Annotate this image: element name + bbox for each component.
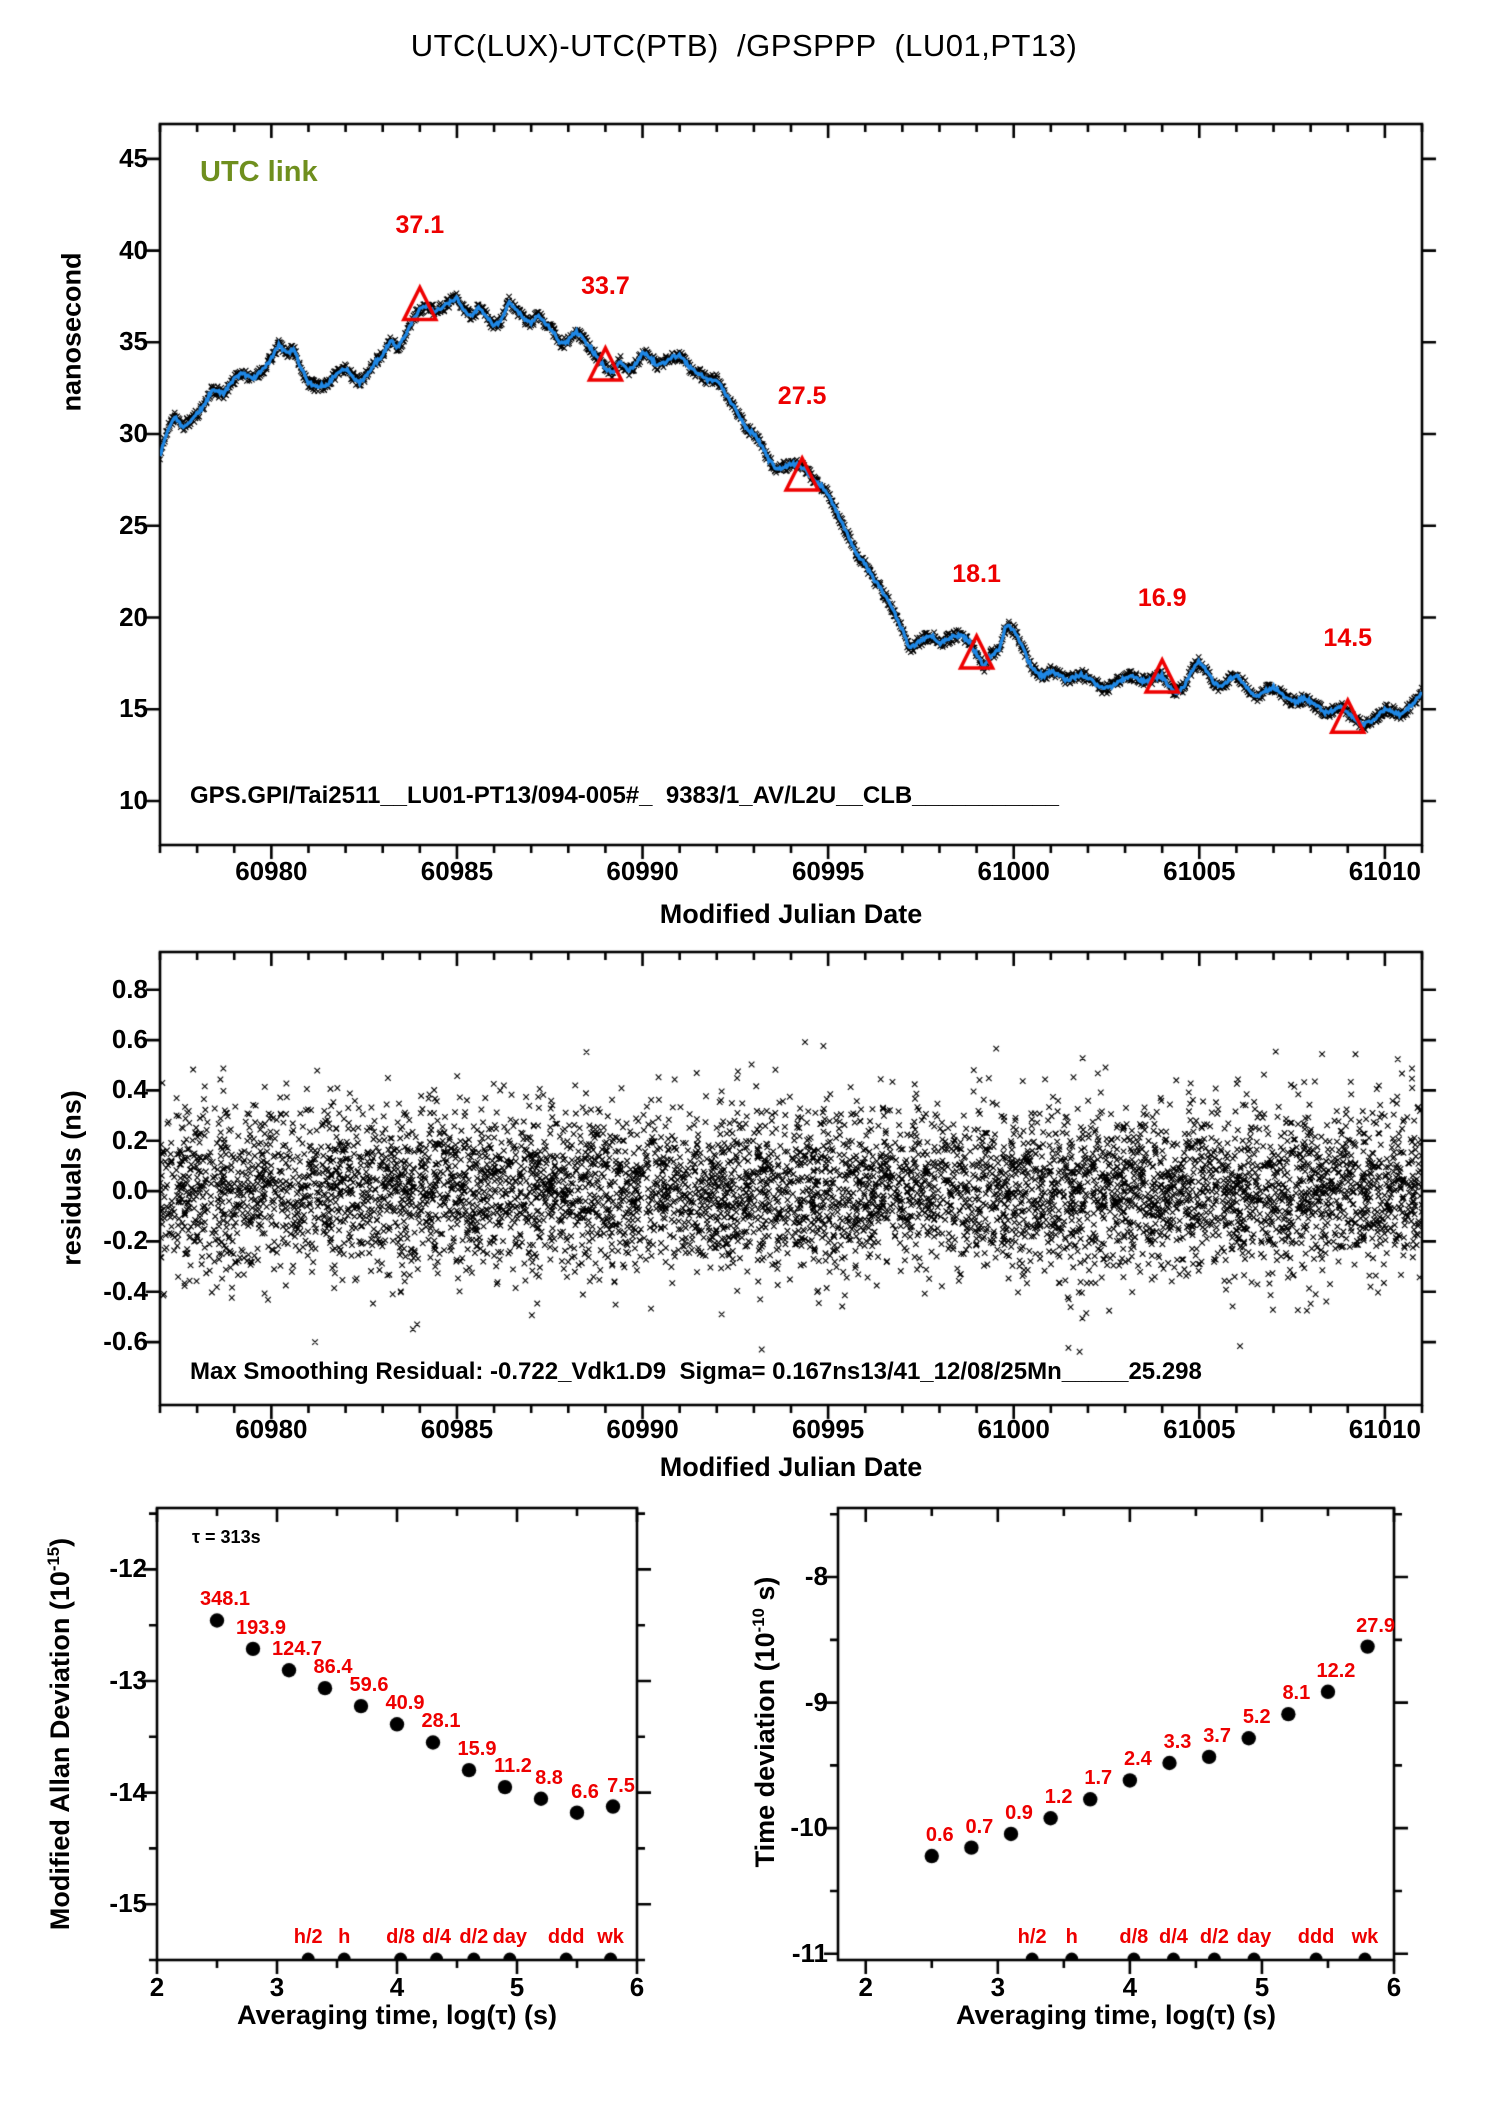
top-y-tick-label: 30 xyxy=(119,418,148,449)
page-title: UTC(LUX)-UTC(PTB) /GPSPPP (LU01,PT13) xyxy=(410,28,1078,63)
tdev-ylabel-post: s) xyxy=(750,1576,780,1609)
modified-allan-deviation-point-label: 11.2 xyxy=(494,1755,532,1778)
residuals-footer: Max Smoothing Residual: -0.722_Vdk1.D9 Sigma= 0.167ns13/41_12/08/25Mn_____25.298 xyxy=(190,1358,1202,1385)
modified-allan-deviation-point-label: 15.9 xyxy=(457,1738,497,1761)
time-deviation-x-tick-label: 3 xyxy=(990,1972,1006,2002)
time-deviation-point-label: 2.4 xyxy=(1123,1748,1152,1771)
top-x-tick-label: 61000 xyxy=(977,856,1050,886)
time-mark-label: day xyxy=(492,1926,528,1948)
top-x-tick-label: 60985 xyxy=(420,856,494,886)
time-deviation-point-label: 0.9 xyxy=(1005,1801,1033,1824)
modified-allan-deviation-x-tick-label: 4 xyxy=(389,1972,405,2002)
residuals-y-tick-label: 0.6 xyxy=(111,1024,148,1055)
time-mark-label: wk xyxy=(1351,1926,1379,1948)
time-mark-label: h/2 xyxy=(293,1926,323,1948)
modified-allan-deviation-point-label: 124.7 xyxy=(271,1638,323,1661)
residuals-x-axis-label: Modified Julian Date xyxy=(659,1452,923,1482)
modified-allan-deviation-point-label: 86.4 xyxy=(313,1656,353,1679)
top-y-tick-label: 40 xyxy=(119,234,148,265)
modified-allan-deviation-point-label: 28.1 xyxy=(421,1710,461,1733)
time-mark-label: d/8 xyxy=(386,1926,416,1948)
time-mark-label: wk xyxy=(597,1926,624,1948)
modified-allan-deviation-point-label: 6.6 xyxy=(571,1780,599,1803)
top-x-axis-label: Modified Julian Date xyxy=(659,899,923,929)
top-y-tick-label: 10 xyxy=(119,784,148,815)
time-deviation-y-tick-label: -9 xyxy=(804,1686,828,1717)
top-y-tick-label: 20 xyxy=(119,601,148,632)
time-deviation-x-tick-label: 4 xyxy=(1122,1972,1138,2002)
residuals-y-tick-label: 0.0 xyxy=(111,1175,148,1206)
tdev-x-axis-label: Averaging time, log(τ) (s) xyxy=(955,2000,1277,2030)
tdev-ylabel-pre: Time deviation (10 xyxy=(750,1632,780,1868)
modified-allan-deviation-point-label: 40.9 xyxy=(385,1692,425,1715)
time-deviation-x-tick-label: 2 xyxy=(858,1972,873,2002)
time-deviation-point-label: 0.6 xyxy=(925,1824,954,1847)
mdev-ylabel-post: ) xyxy=(45,1537,75,1547)
time-mark-label: d/8 xyxy=(1119,1926,1149,1948)
time-mark-label: h/2 xyxy=(1017,1926,1047,1948)
top-y-tick-label: 45 xyxy=(119,142,148,173)
peak-value-label: 16.9 xyxy=(1137,583,1187,612)
residuals-x-tick-label: 60980 xyxy=(235,1414,308,1444)
modified-allan-deviation-y-tick-label: -13 xyxy=(109,1664,147,1695)
modified-allan-deviation-x-tick-label: 6 xyxy=(629,1972,645,2002)
residuals-x-tick-label: 60995 xyxy=(791,1414,865,1444)
utc-link-annotation: UTC link xyxy=(200,156,318,188)
time-deviation-point-label: 27.9 xyxy=(1356,1614,1396,1637)
top-y-axis-label: nanosecond xyxy=(56,252,87,412)
time-deviation-point-label: 12.2 xyxy=(1316,1659,1356,1682)
time-deviation-x-tick-label: 5 xyxy=(1254,1972,1270,2002)
top-x-tick-label: 60980 xyxy=(235,856,308,886)
modified-allan-deviation-x-tick-label: 5 xyxy=(509,1972,525,2002)
time-deviation-point-label: 0.7 xyxy=(965,1815,994,1838)
time-deviation-point-label: 3.7 xyxy=(1203,1724,1231,1747)
time-deviation-x-tick-label: 6 xyxy=(1386,1972,1402,2002)
residuals-y-tick-label: 0.4 xyxy=(111,1074,148,1105)
time-deviation-point-label: 8.1 xyxy=(1282,1682,1311,1705)
top-panel-footer: GPS.GPI/Tai2511__LU01-PT13/094-005#_ 9383/1_AV/L2U__CLB___________ xyxy=(190,782,1060,809)
residuals-x-tick-label: 61010 xyxy=(1348,1414,1422,1444)
residuals-x-tick-label: 61000 xyxy=(977,1414,1050,1444)
time-mark-label: day xyxy=(1236,1926,1272,1948)
modified-allan-deviation-y-tick-label: -15 xyxy=(109,1888,147,1919)
time-deviation-point-label: 1.7 xyxy=(1084,1767,1113,1790)
top-x-tick-label: 61005 xyxy=(1163,856,1236,886)
time-deviation-y-tick-label: -8 xyxy=(804,1561,828,1592)
time-mark-label: h xyxy=(338,1926,351,1948)
residuals-y-axis-label: residuals (ns) xyxy=(56,1090,87,1266)
top-x-tick-label: 61010 xyxy=(1348,856,1422,886)
top-y-tick-label: 35 xyxy=(119,326,148,357)
tau-note: τ = 313s xyxy=(192,1527,261,1547)
top-y-tick-label: 15 xyxy=(119,693,148,724)
modified-allan-deviation-point-label: 7.5 xyxy=(607,1774,635,1797)
time-deviation-y-tick-label: -10 xyxy=(790,1812,828,1843)
time-mark-label: h xyxy=(1065,1926,1078,1948)
peak-value-label: 27.5 xyxy=(777,382,827,411)
time-mark-label: d/4 xyxy=(422,1926,452,1948)
top-y-tick-label: 25 xyxy=(119,509,148,540)
modified-allan-deviation-x-tick-label: 3 xyxy=(269,1972,285,2002)
residuals-y-tick-label: -0.6 xyxy=(103,1326,148,1357)
modified-allan-deviation-point-label: 59.6 xyxy=(349,1674,389,1697)
peak-value-label: 33.7 xyxy=(581,272,630,300)
residuals-x-tick-label: 61005 xyxy=(1163,1414,1236,1444)
time-mark-label: ddd xyxy=(1297,1926,1335,1948)
top-x-tick-label: 60990 xyxy=(606,856,679,886)
time-deviation-point-label: 1.2 xyxy=(1044,1786,1073,1809)
mdev-ylabel-pre: Modified Allan Deviation (10 xyxy=(45,1571,75,1931)
top-x-tick-label: 60995 xyxy=(791,856,865,886)
residuals-y-tick-label: -0.2 xyxy=(103,1225,148,1256)
time-mark-label: d/4 xyxy=(1158,1926,1188,1948)
time-deviation-point-label: 5.2 xyxy=(1242,1706,1271,1729)
peak-value-label: 37.1 xyxy=(395,211,445,240)
residuals-y-tick-label: 0.8 xyxy=(111,973,148,1004)
modified-allan-deviation-point-label: 193.9 xyxy=(235,1616,287,1639)
modified-allan-deviation-x-tick-label: 2 xyxy=(149,1972,165,2002)
residuals-x-tick-label: 60990 xyxy=(606,1414,679,1444)
time-mark-label: d/2 xyxy=(459,1926,489,1948)
residuals-y-tick-label: 0.2 xyxy=(111,1124,148,1155)
mdev-x-axis-label: Averaging time, log(τ) (s) xyxy=(236,2000,558,2030)
mdev-ylabel-sup: -15 xyxy=(44,1546,63,1572)
tdev-ylabel-sup: -10 xyxy=(749,1608,768,1633)
peak-value-label: 14.5 xyxy=(1323,624,1373,653)
time-mark-label: d/2 xyxy=(1199,1926,1229,1948)
peak-value-label: 18.1 xyxy=(952,560,1001,589)
time-mark-label: ddd xyxy=(547,1926,585,1948)
modified-allan-deviation-point-label: 8.8 xyxy=(535,1766,563,1789)
time-deviation-y-tick-label: -11 xyxy=(791,1937,828,1968)
residuals-x-tick-label: 60985 xyxy=(420,1414,494,1444)
modified-allan-deviation-point-label: 348.1 xyxy=(199,1588,251,1611)
residuals-y-tick-label: -0.4 xyxy=(103,1275,148,1306)
time-deviation-point-label: 3.3 xyxy=(1163,1731,1192,1753)
modified-allan-deviation-y-tick-label: -12 xyxy=(109,1553,147,1584)
modified-allan-deviation-y-tick-label: -14 xyxy=(109,1776,147,1807)
